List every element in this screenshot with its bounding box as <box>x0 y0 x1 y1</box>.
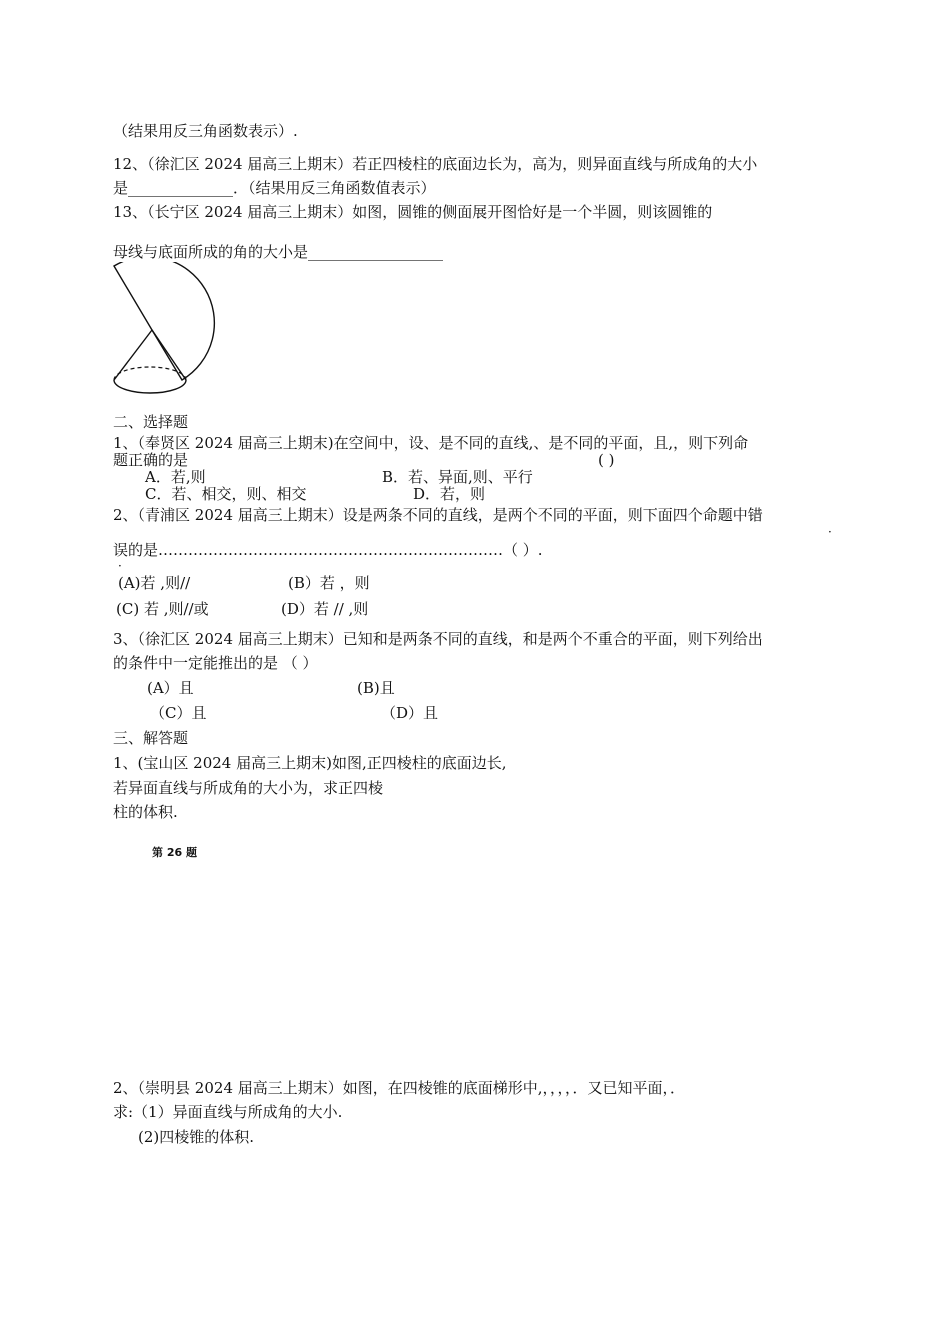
section-choice-title: 二、选择题 <box>113 413 189 431</box>
question-12-line2: 是______________．（结果用反三角函数值表示） <box>113 179 436 197</box>
question-13-line1: 13、（长宁区 2024 届高三上期末）如图，圆锥的侧面展开图恰好是一个半圆，则该圆锥的 <box>113 203 713 221</box>
choice-1-answer-paren: ( ) <box>598 451 615 469</box>
cone-unfold-figure <box>108 262 228 402</box>
answer-2-line2: 求:（1）异面直线与所成角的大小. <box>113 1103 343 1121</box>
question-13-line2: 母线与底面所成的角的大小是__________________ <box>113 243 444 261</box>
choice-1-option-d: D．若，则 <box>413 485 486 503</box>
question-12-line1: 12、（徐汇区 2024 届高三上期末）若正四棱柱的底面边长为，高为，则异面直线与所成角的大小 <box>113 155 758 173</box>
choice-2-option-a: (A)若 ,则// <box>118 574 191 592</box>
choice-3-option-a: (A）且 <box>147 679 194 697</box>
figure-caption: 第 26 题 <box>152 846 197 859</box>
answer-1-line3: 柱的体积. <box>113 803 178 821</box>
line-instruction: （结果用反三角函数表示）. <box>113 122 298 140</box>
choice-2-line2: 误的是……………………………………………………………（ ）. <box>113 541 543 559</box>
emphasis-dot: · <box>828 525 832 539</box>
answer-1-line2: 若异面直线与所成角的大小为，求正四棱 <box>113 779 384 797</box>
choice-2-option-c: (C) 若 ,则//或 <box>116 600 209 618</box>
choice-1-option-a: A．若,则 <box>145 468 206 486</box>
choice-3-option-b: (B)且 <box>357 679 395 697</box>
choice-2-option-b: (B）若 ，则 <box>288 574 370 592</box>
choice-1-line1: 1、（奉贤区 2024 届高三上期末)在空间中，设、是不同的直线,、是不同的平面，且,，则下列命 <box>113 434 749 452</box>
choice-1-option-b: B．若、异面,则、平行 <box>382 468 533 486</box>
choice-3-option-c: （C）且 <box>150 704 207 722</box>
answer-2-line3: (2)四棱锥的体积. <box>138 1128 255 1146</box>
answer-1-line1: 1、(宝山区 2024 届高三上期末)如图,正四棱柱的底面边长, <box>113 754 507 772</box>
choice-3-option-d: （D）且 <box>381 704 439 722</box>
choice-2-line1: 2、（青浦区 2024 届高三上期末）设是两条不同的直线，是两个不同的平面，则下面四个命题中错 <box>113 506 763 524</box>
choice-1-option-c: C．若、相交，则、相交 <box>145 485 307 503</box>
answer-2-line1: 2、（崇明县 2024 届高三上期末）如图，在四棱锥的底面梯形中,，，，，．又已知平面，． <box>113 1079 686 1097</box>
emphasis-dot: · <box>118 559 122 573</box>
choice-1-line2: 题正确的是 <box>113 451 189 469</box>
choice-3-line1: 3、（徐汇区 2024 届高三上期末）已知和是两条不同的直线，和是两个不重合的平面，则下列给出 <box>113 630 763 648</box>
choice-2-option-d: (D）若 // ,则 <box>281 600 369 618</box>
section-answer-title: 三、解答题 <box>113 729 189 747</box>
choice-3-line2: 的条件中一定能推出的是 （ ） <box>113 654 318 672</box>
